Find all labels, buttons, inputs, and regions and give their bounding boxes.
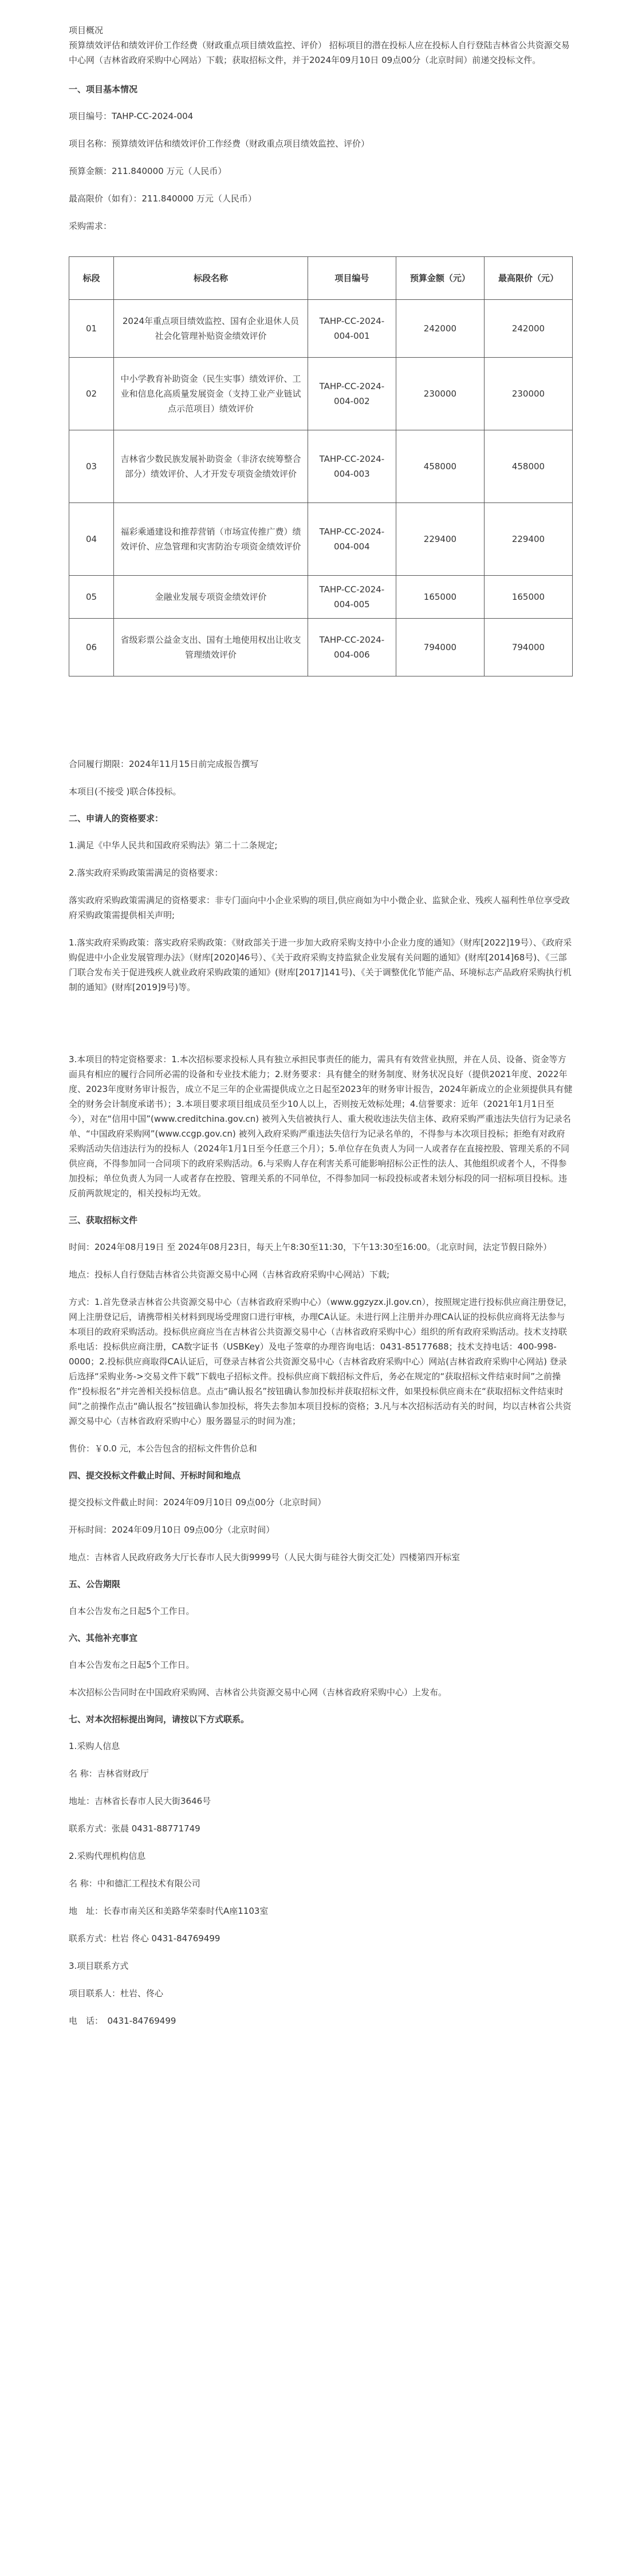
table-row [69,576,573,619]
lot-name: 金融业发展专项资金绩效评价 [114,576,308,619]
supplementary-text-1: 自本公告发布之日起5个工作日。 [69,1660,195,1670]
col-header-project-no: 项目编号 [308,257,396,300]
lot-max-price: 165000 [484,576,572,619]
section6-heading: 六、其他补充事宜 [69,1633,138,1643]
lot-max-price: 458000 [484,430,572,503]
lot-max-price: 230000 [484,358,572,430]
qualification-item-3: 3.本项目的特定资格要求：1.本次招标要求投标人具有独立承担民事责任的能力，需具有有效营业执照，并在人员、设备、资金等方面具有相应的履行合同所必需的设备和专业技术能力；2.财务要求：具有健全的财务制度、财务状况良好（提供2021年度、2022年度、2023年度财务审计报告，成立不足三年的企业需提供成立之日起至2023年的财务审计报告，2024年新成立的企业须提供具有健全的财务会计制度承诺书）；3.本项目要求项目组成员至少10人以上，否则按无效标处理；4.信誉要求：近年（2021年1月1日至今），对在“信用中国”(www.creditchina.gov.cn) 被列入失信被执行人、重大税收违法失信主体、政府采购严重违法失信行为记录名单、“中国政府采购网”(www.ccgp.gov.cn) 被列入政府采购严重违法失信行为记录名单的，不得参与本次项目投标；拒绝有对政府采购活动失信违法行为的投标人（2024年1月1日至今任意三个月）；5.单位存在负责人为同一人或者存在直接控股、管理关系的不同供应商，不得参加同一合同项下的政府采购活动。6.与采购人存在利害关系可能影响招标公正性的法人、其他组织或者个人，不得参加投标；单位负责人为同一人或者存在控股、管理关系的不同单位，不得参加同一标段投标或者未划分标段的同一招标项目投标。违反前两款规定的，相关投标均无效。 [69,1054,573,1198]
lot-project-no: TAHP-CC-2024-004-002 [308,358,396,430]
lot-project-no: TAHP-CC-2024-004-001 [308,300,396,358]
acquire-place: 地点：投标人自行登陆吉林省公共资源交易中心网（吉林省政府采购中心网站）下载; [69,1269,390,1280]
policy-requirement: 落实政府采购政策需满足的资格要求：非专门面向中小企业采购的项目,供应商如为中小微企业、监狱企业、残疾人福利性单位享受政府采购政策需提供相关声明; [69,895,570,920]
project-number: 项目编号：TAHP-CC-2024-004 [69,111,194,121]
submission-deadline: 提交投标文件截止时间：2024年09月10日 09点00分（北京时间） [69,1497,326,1507]
lot-budget: 242000 [396,300,484,358]
section4-heading: 四、提交投标文件截止时间、开标时间和地点 [69,1470,241,1481]
qualification-item-2: 2.落实政府采购政策需满足的资格要求： [69,868,223,878]
max-price: 最高限价（如有）：211.840000 万元（人民币） [69,193,257,204]
overview-heading: 项目概况 [69,25,104,35]
section7-heading: 七、对本次招标提出询问，请按以下方式联系。 [69,1714,250,1724]
lot-number: 06 [69,619,114,676]
section3-heading: 三、获取招标文件 [69,1215,138,1225]
section5-heading: 五、公告期限 [69,1579,121,1589]
lot-name: 省级彩票公益金支出、国有土地使用权出让收支管理绩效评价 [114,619,308,676]
opening-place: 地点：吉林省人民政府政务大厅长春市人民大街9999号（人民大街与硅谷大街交汇处）四楼第四开标室 [69,1552,460,1562]
overview-text: 预算绩效评估和绩效评价工作经费（财政重点项目绩效监控、评价） 招标项目的潜在投标人应在投标人自行登陆吉林省公共资源交易中心网（吉林省政府采购中心网站）下载；获取招标文件，并于2024年09月10日 09点00分（北京时间）前递交投标文件。 [69,40,570,65]
lot-number: 05 [69,576,114,619]
project-contact-phone: 电 话： 0431-84769499 [69,2016,176,2026]
acquire-time: 时间：2024年08月19日 至 2024年08月23日，每天上午8:30至11:30，下午13:30至16:00。（北京时间，法定节假日除外） [69,1242,552,1252]
lot-number: 01 [69,300,114,358]
project-contact-heading: 3.项目联系方式 [69,1961,129,1971]
table-row [69,503,573,576]
lot-number: 02 [69,358,114,430]
lot-budget: 165000 [396,576,484,619]
lot-name: 中小学教育补助资金（民生实事）绩效评价、工业和信息化高质量发展资金（支持工业产业链试点示范项目）绩效评价 [114,358,308,430]
document-price: 售价：￥0.0 元，本公告包含的招标文件售价总和 [69,1443,257,1454]
project-contact-person: 项目联系人：杜岩、佟心 [69,1988,164,1999]
lot-name: 吉林省少数民族发展补助资金（非济农统筹整合部分）绩效评价、人才开发专项资金绩效评价 [114,430,308,503]
opening-time: 开标时间：2024年09月10日 09点00分（北京时间） [69,1525,275,1535]
lot-budget: 229400 [396,503,484,576]
agent-address: 地 址：长春市南关区和美路华荣泰时代A座1103室 [69,1906,269,1916]
lot-max-price: 242000 [484,300,572,358]
lot-budget: 458000 [396,430,484,503]
table-row [69,430,573,503]
buyer-address: 地址：吉林省长春市人民大街3646号 [69,1796,211,1806]
announcement-page [69,0,573,2028]
section2-heading: 二、申请人的资格要求： [69,813,164,824]
qualification-item-1: 1.满足《中华人民共和国政府采购法》第二十二条规定; [69,840,278,850]
lot-number: 04 [69,503,114,576]
buyer-heading: 1.采购人信息 [69,1741,120,1751]
project-name: 项目名称：预算绩效评估和绩效评价工作经费（财政重点项目绩效监控、评价） [69,139,370,149]
demand-label: 采购需求： [69,221,112,231]
lot-project-no: TAHP-CC-2024-004-005 [308,576,396,619]
col-header-max-price: 最高限价（元） [484,257,572,300]
supplementary-text-2: 本次招标公告同时在中国政府采购网、吉林省公共资源交易中心网（吉林省政府采购中心）上发布。 [69,1687,447,1697]
table-row [69,619,573,676]
budget-amount: 预算金额：211.840000 万元（人民币） [69,166,227,176]
lot-project-no: TAHP-CC-2024-004-003 [308,430,396,503]
acquire-method: 方式：1.首先登录吉林省公共资源交易中心（吉林省政府采购中心）（www.ggzyzx.jl.gov.cn），按照规定进行投标供应商注册登记，网上注册登记后，请携带相关材料到现场受理窗口进行审核，办理CA认证。未进行网上注册并办理CA认证的投标供应商将无法参与本项目的政府采购活动。投标供应商应当在吉林省公共资源交易中心（吉林省政府采购中心）组织的所有政府采购活动。技术支持联系电话：投标供应商注册，CA数字证书（USBKey）及电子签章的办理咨询电话：0431-85177688；技术支持电话：400-998-0000；2.投标供应商取得CA认证后，可登录吉林省公共资源交易中心（吉林省政府采购中心）网站(吉林省政府采购中心网站) 登录后选择“采购业务->交易文件下载”下载电子招标文件。投标供应商下载招标文件后，务必在规定的“获取招标文件结束时间”之前操作“投标报名”并完善相关投标信息。点击“确认报名”按钮确认参加投标并获取招标文件，如果投标供应商未在“获取招标文件结束时间”之前操作点击“确认报名”按钮确认参加投标，将失去参加本项目投标的资格；3.凡与本次招标活动有关的时间，均以吉林省公共资源交易中心（吉林省政府采购中心）服务器显示的时间为准； [69,1297,572,1426]
col-header-lot-name: 标段名称 [114,257,308,300]
lot-project-no: TAHP-CC-2024-004-004 [308,503,396,576]
lot-number: 03 [69,430,114,503]
contract-period: 合同履行期限：2024年11月15日前完成报告撰写 [69,759,259,769]
agent-heading: 2.采购代理机构信息 [69,1851,146,1861]
col-header-budget: 预算金额（元） [396,257,484,300]
buyer-contact: 联系方式：张晨 0431-88771749 [69,1823,200,1834]
consortium-note: 本项目(不接受 )联合体投标。 [69,786,182,797]
section1-heading: 一、项目基本情况 [69,84,138,94]
agent-name: 名 称：中和德汇工程技术有限公司 [69,1878,200,1889]
lots-table [69,256,573,676]
lot-max-price: 794000 [484,619,572,676]
lot-budget: 794000 [396,619,484,676]
col-header-lot: 标段 [69,257,114,300]
lot-name: 福彩乘通建设和推荐营销（市场宣传推广费）绩效评价、应急管理和灾害防治专项资金绩效评价 [114,503,308,576]
notice-period: 自本公告发布之日起5个工作日。 [69,1606,195,1616]
lot-budget: 230000 [396,358,484,430]
lot-max-price: 229400 [484,503,572,576]
agent-contact: 联系方式：杜岩 佟心 0431-84769499 [69,1933,220,1944]
lot-project-no: TAHP-CC-2024-004-006 [308,619,396,676]
policy-documents: 1.落实政府采购政策：落实政府采购政策：《财政部关于进一步加大政府采购支持中小企业力度的通知》（财库[2022]19号）、《政府采购促进中小企业发展管理办法》（财库[2020]46号）、《关于政府采购支持监狱企业发展有关问题的通知》(财库[2014]68号)、《三部门联合发布关于促进残疾人就业政府采购政策的通知》(财库[2017]141号)、《关于调整优化节能产品、环境标志产品政府采购执行机制的通知》(财库[2019]9号)等。 [69,937,572,992]
table-header-row [69,257,573,300]
table-row [69,300,573,358]
table-row [69,358,573,430]
lot-name: 2024年重点项目绩效监控、国有企业退休人员社会化管理补贴资金绩效评价 [114,300,308,358]
buyer-name: 名 称：吉林省财政厅 [69,1768,149,1779]
